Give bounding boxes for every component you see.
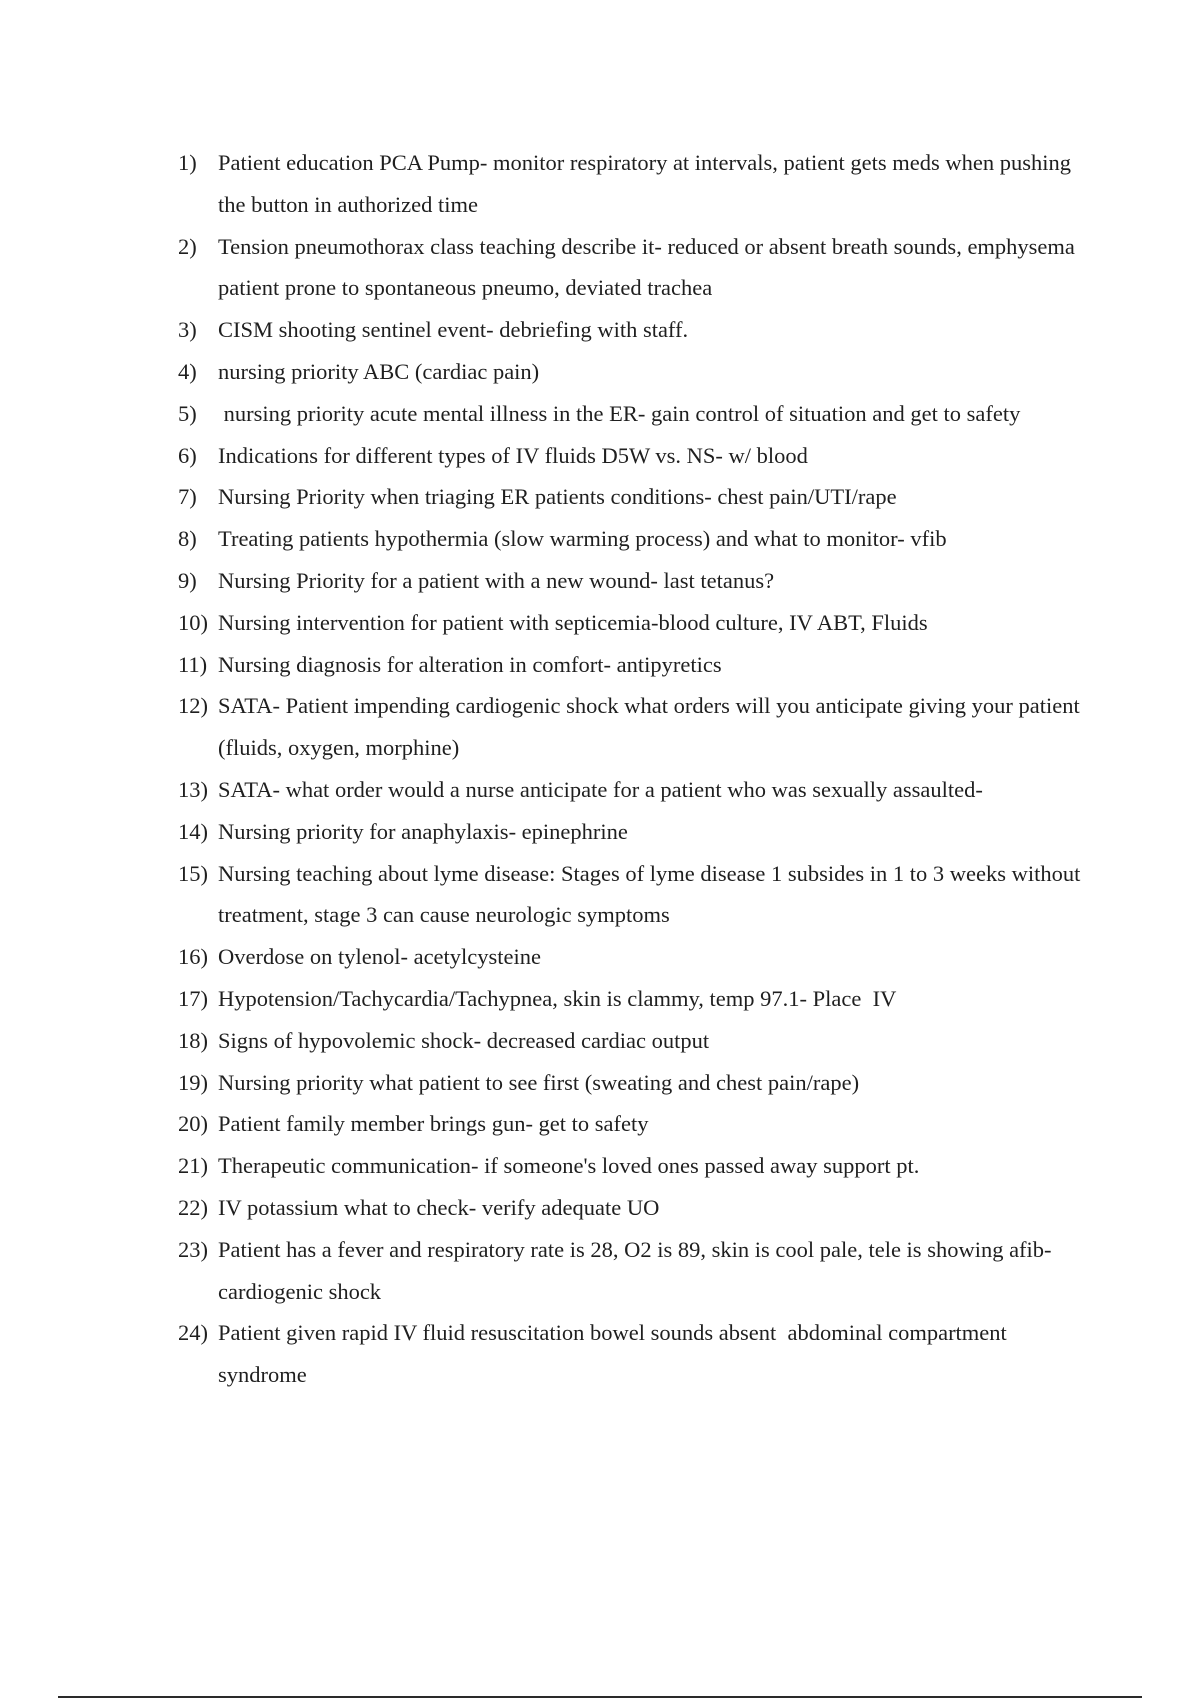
list-item bbox=[178, 1020, 1098, 1062]
list-item bbox=[178, 226, 1098, 310]
list-item bbox=[178, 309, 1098, 351]
item-text: Signs of hypovolemic shock- decreased cardiac output bbox=[218, 1027, 710, 1053]
item-number: 23) bbox=[178, 1236, 208, 1262]
item-number: 7) bbox=[178, 484, 197, 510]
item-number: 19) bbox=[178, 1069, 208, 1095]
item-text: Patient given rapid IV fluid resuscitation bowel sounds absent abdominal compartment syndrome bbox=[218, 1320, 1013, 1388]
item-text: SATA- what order would a nurse anticipate for a patient who was sexually assaulted- bbox=[218, 776, 983, 802]
list-item bbox=[178, 1062, 1098, 1104]
item-number: 14) bbox=[178, 818, 208, 844]
item-text: CISM shooting sentinel event- debriefing with staff. bbox=[218, 317, 689, 343]
item-number: 2) bbox=[178, 233, 197, 259]
item-text: nursing priority ABC (cardiac pain) bbox=[218, 358, 540, 384]
list-item bbox=[178, 1103, 1098, 1145]
item-text: Nursing intervention for patient with septicemia-blood culture, IV ABT, Fluids bbox=[218, 609, 928, 635]
list-item bbox=[178, 644, 1098, 686]
list-item bbox=[178, 853, 1098, 937]
item-number: 6) bbox=[178, 442, 197, 468]
item-number: 21) bbox=[178, 1153, 208, 1179]
list-item bbox=[178, 1187, 1098, 1229]
item-text: Treating patients hypothermia (slow warming process) and what to monitor- vfib bbox=[218, 526, 947, 552]
item-text: Nursing priority what patient to see first (sweating and chest pain/rape) bbox=[218, 1069, 860, 1095]
list-item bbox=[178, 1145, 1098, 1187]
item-text: Tension pneumothorax class teaching describe it- reduced or absent breath sounds, emphysema patient prone to spontaneous pneumo, deviated trachea bbox=[218, 233, 1081, 301]
item-number: 5) bbox=[178, 400, 197, 426]
list-item bbox=[178, 560, 1098, 602]
item-number: 11) bbox=[178, 651, 208, 677]
item-number: 16) bbox=[178, 944, 208, 970]
list-item bbox=[178, 811, 1098, 853]
item-text: SATA- Patient impending cardiogenic shock what orders will you anticipate giving your patient (fluids, oxygen, morphine) bbox=[218, 693, 1086, 761]
item-text: Overdose on tylenol- acetylcysteine bbox=[218, 944, 542, 970]
item-number: 17) bbox=[178, 985, 208, 1011]
item-text: Nursing Priority when triaging ER patients conditions- chest pain/UTI/rape bbox=[218, 484, 897, 510]
footer-divider bbox=[58, 1696, 1142, 1698]
list-item bbox=[178, 351, 1098, 393]
list-item bbox=[178, 518, 1098, 560]
item-text: IV potassium what to check- verify adequate UO bbox=[218, 1194, 660, 1220]
item-number: 22) bbox=[178, 1194, 208, 1220]
item-number: 18) bbox=[178, 1027, 208, 1053]
item-number: 24) bbox=[178, 1320, 208, 1346]
list-item bbox=[178, 936, 1098, 978]
list-item bbox=[178, 1312, 1098, 1396]
item-text: Nursing priority for anaphylaxis- epinephrine bbox=[218, 818, 628, 844]
item-number: 15) bbox=[178, 860, 208, 886]
item-number: 13) bbox=[178, 776, 208, 802]
item-text: Nursing Priority for a patient with a new wound- last tetanus? bbox=[218, 567, 775, 593]
item-text: Patient family member brings gun- get to safety bbox=[218, 1111, 649, 1137]
list-item bbox=[178, 435, 1098, 477]
item-number: 10) bbox=[178, 609, 208, 635]
item-number: 4) bbox=[178, 358, 197, 384]
item-text: Nursing diagnosis for alteration in comfort- antipyretics bbox=[218, 651, 722, 677]
list-item bbox=[178, 1229, 1098, 1313]
item-text: Nursing teaching about lyme disease: Stages of lyme disease 1 subsides in 1 to 3 weeks without treatment, stage 3 can cause neurologic symptoms bbox=[218, 860, 1086, 928]
item-text: Patient has a fever and respiratory rate is 28, O2 is 89, skin is cool pale, tele is showing afib- cardiogenic shock bbox=[218, 1236, 1058, 1304]
list-item bbox=[178, 769, 1098, 811]
list-item bbox=[178, 476, 1098, 518]
item-number: 9) bbox=[178, 567, 197, 593]
item-number: 3) bbox=[178, 317, 197, 343]
item-number: 1) bbox=[178, 150, 197, 175]
item-text: Hypotension/Tachycardia/Tachypnea, skin is clammy, temp 97.1- Place IV bbox=[218, 985, 897, 1011]
item-number: 12) bbox=[178, 693, 208, 719]
item-text: Patient education PCA Pump- monitor respiratory at intervals, patient gets meds when pushing the button in authorized time bbox=[218, 150, 1077, 217]
list-item bbox=[178, 978, 1098, 1020]
item-number: 20) bbox=[178, 1111, 208, 1137]
item-text: Therapeutic communication- if someone's loved ones passed away support pt. bbox=[218, 1153, 920, 1179]
item-text: Indications for different types of IV fluids D5W vs. NS- w/ blood bbox=[218, 442, 808, 468]
item-text: nursing priority acute mental illness in the ER- gain control of situation and get to safety bbox=[218, 400, 1021, 426]
list-item bbox=[178, 142, 1098, 226]
list-item bbox=[178, 393, 1098, 435]
list-item bbox=[178, 685, 1098, 769]
study-notes-list bbox=[178, 142, 1098, 1396]
item-number: 8) bbox=[178, 526, 197, 552]
list-item bbox=[178, 602, 1098, 644]
